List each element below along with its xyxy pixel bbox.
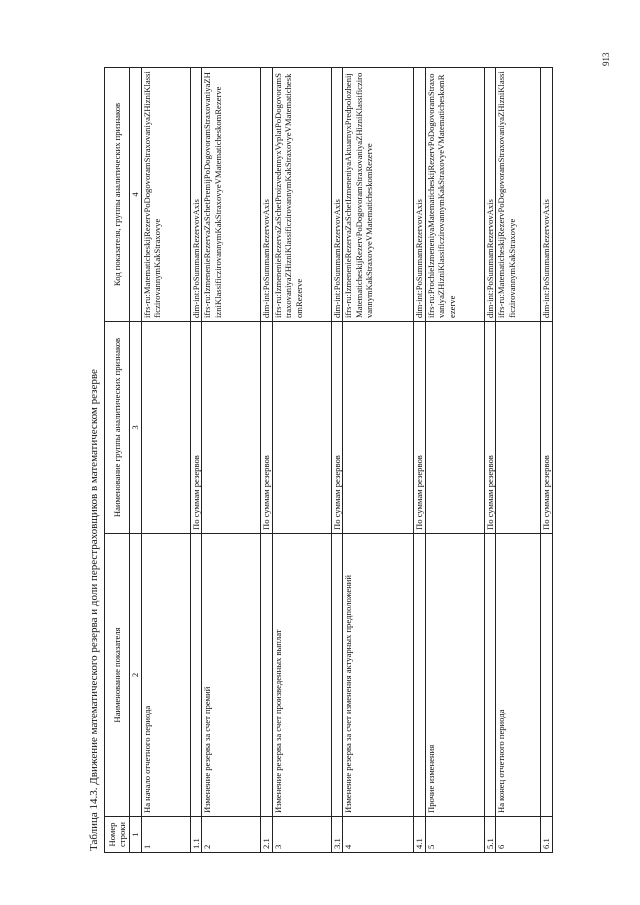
- group-name: По суммам резервов: [261, 322, 273, 534]
- row-number: 1: [141, 817, 190, 853]
- indicator-code: dim-int:PoSummamRezervovAxis: [414, 68, 426, 322]
- indicator-name: На начало отчетного периода: [141, 534, 190, 817]
- indicator-name: Прочие изменения: [425, 534, 484, 817]
- group-name: [343, 322, 414, 534]
- indicator-code: ifrs-ru:ProchieIzmeneniyaMatematicheskijRezervPoDogovoramStraxovaniyaZHizniKlassificzirovannymKakStraxovyeVMatematicheskomRezerve: [425, 68, 484, 322]
- row-number: 6.1: [541, 817, 553, 853]
- reserve-movement-table: [104, 67, 553, 853]
- row-number: 2: [202, 817, 261, 853]
- group-name: По суммам резервов: [541, 322, 553, 534]
- group-name: [202, 322, 261, 534]
- table-caption: Таблица 14.3. Движение математического резерва и доли перестраховщиков в математическом резерве: [88, 369, 100, 851]
- row-number: 5.1: [484, 817, 496, 853]
- row-number: 3.1: [331, 817, 343, 853]
- table-row: [261, 68, 273, 853]
- indicator-name: Изменение резерва за счет изменения актуарных предположений: [343, 534, 414, 817]
- column-number: 3: [130, 322, 142, 534]
- row-number: 2.1: [261, 817, 273, 853]
- group-name: [272, 322, 331, 534]
- indicator-name: [261, 534, 273, 817]
- group-name: [425, 322, 484, 534]
- table-row: [343, 68, 414, 853]
- table-row: [541, 68, 553, 853]
- indicator-name: [541, 534, 553, 817]
- table-row: [141, 68, 190, 853]
- indicator-code: dim-int:PoSummamRezervovAxis: [331, 68, 343, 322]
- header-code: Код показателя, группы аналитических признаков: [105, 68, 130, 322]
- indicator-code: dim-int:PoSummamRezervovAxis: [190, 68, 202, 322]
- column-number: 1: [130, 817, 142, 853]
- column-number: 4: [130, 68, 142, 322]
- header-row: [105, 68, 130, 853]
- row-number: 4.1: [414, 817, 426, 853]
- row-number: 3: [272, 817, 331, 853]
- table-row: [202, 68, 261, 853]
- indicator-name: Изменение резерва за счет премий: [202, 534, 261, 817]
- indicator-name: [190, 534, 202, 817]
- indicator-name: [331, 534, 343, 817]
- indicator-code: dim-int:PoSummamRezervovAxis: [261, 68, 273, 322]
- group-name: По суммам резервов: [414, 322, 426, 534]
- page-number: 913: [601, 52, 611, 66]
- indicator-name: Изменение резерва за счет произведенных выплат: [272, 534, 331, 817]
- indicator-code: dim-int:PoSummamRezervovAxis: [484, 68, 496, 322]
- table-row: [414, 68, 426, 853]
- group-name: [141, 322, 190, 534]
- group-name: [496, 322, 541, 534]
- header-indicator-name: Наименование показателя: [105, 534, 130, 817]
- group-name: По суммам резервов: [190, 322, 202, 534]
- header-row-number: Номер строки: [105, 817, 130, 853]
- column-number-row: [130, 68, 142, 853]
- indicator-name: [414, 534, 426, 817]
- group-name: По суммам резервов: [484, 322, 496, 534]
- row-number: 6: [496, 817, 541, 853]
- rotated-table-sheet: [84, 68, 559, 853]
- indicator-code: ifrs-ru:IzmenenieRezervaZaSchetPremijPoDogovoramStraxovaniyaZHizniKlassificzirovannymKakStraxovyeVMatematicheskomRezerve: [202, 68, 261, 322]
- indicator-code: dim-int:PoSummamRezervovAxis: [541, 68, 553, 322]
- column-number: 2: [130, 534, 142, 817]
- header-group-name: Наименование группы аналитических признаков: [105, 322, 130, 534]
- indicator-code: ifrs-ru:IzmenenieRezervaZaSchetIzmeneniyaAktuarnyxPredpolozhenijMatematicheskijRezervPoDogovoramStraxovaniyaZHizniKlassificzirovannymKakStraxovyeVMatematicheskomRezerve: [343, 68, 414, 322]
- table-row: [425, 68, 484, 853]
- table-row: [331, 68, 343, 853]
- row-number: 5: [425, 817, 484, 853]
- indicator-name: [484, 534, 496, 817]
- table-row: [496, 68, 541, 853]
- indicator-code: ifrs-ru:MatematicheskijRezervPoDogovoramStraxovaniyaZHizniKlassificzirovannymKakStraxovye: [141, 68, 190, 322]
- table-row: [484, 68, 496, 853]
- indicator-code: ifrs-ru:MatematicheskijRezervPoDogovoramStraxovaniyaZHizniKlassificzirovannymKakStraxovye: [496, 68, 541, 322]
- indicator-code: ifrs-ru:IzmenenieRezervaZaSchetProizvedennyxVyplatPoDogovoramStraxovaniyaZHizniKlassificzirovannymKakStraxovyeVMatematicheskomRezerve: [272, 68, 331, 322]
- row-number: 1.1: [190, 817, 202, 853]
- table-row: [272, 68, 331, 853]
- row-number: 4: [343, 817, 414, 853]
- group-name: По суммам резервов: [331, 322, 343, 534]
- indicator-name: На конец отчетного периода: [496, 534, 541, 817]
- table-row: [190, 68, 202, 853]
